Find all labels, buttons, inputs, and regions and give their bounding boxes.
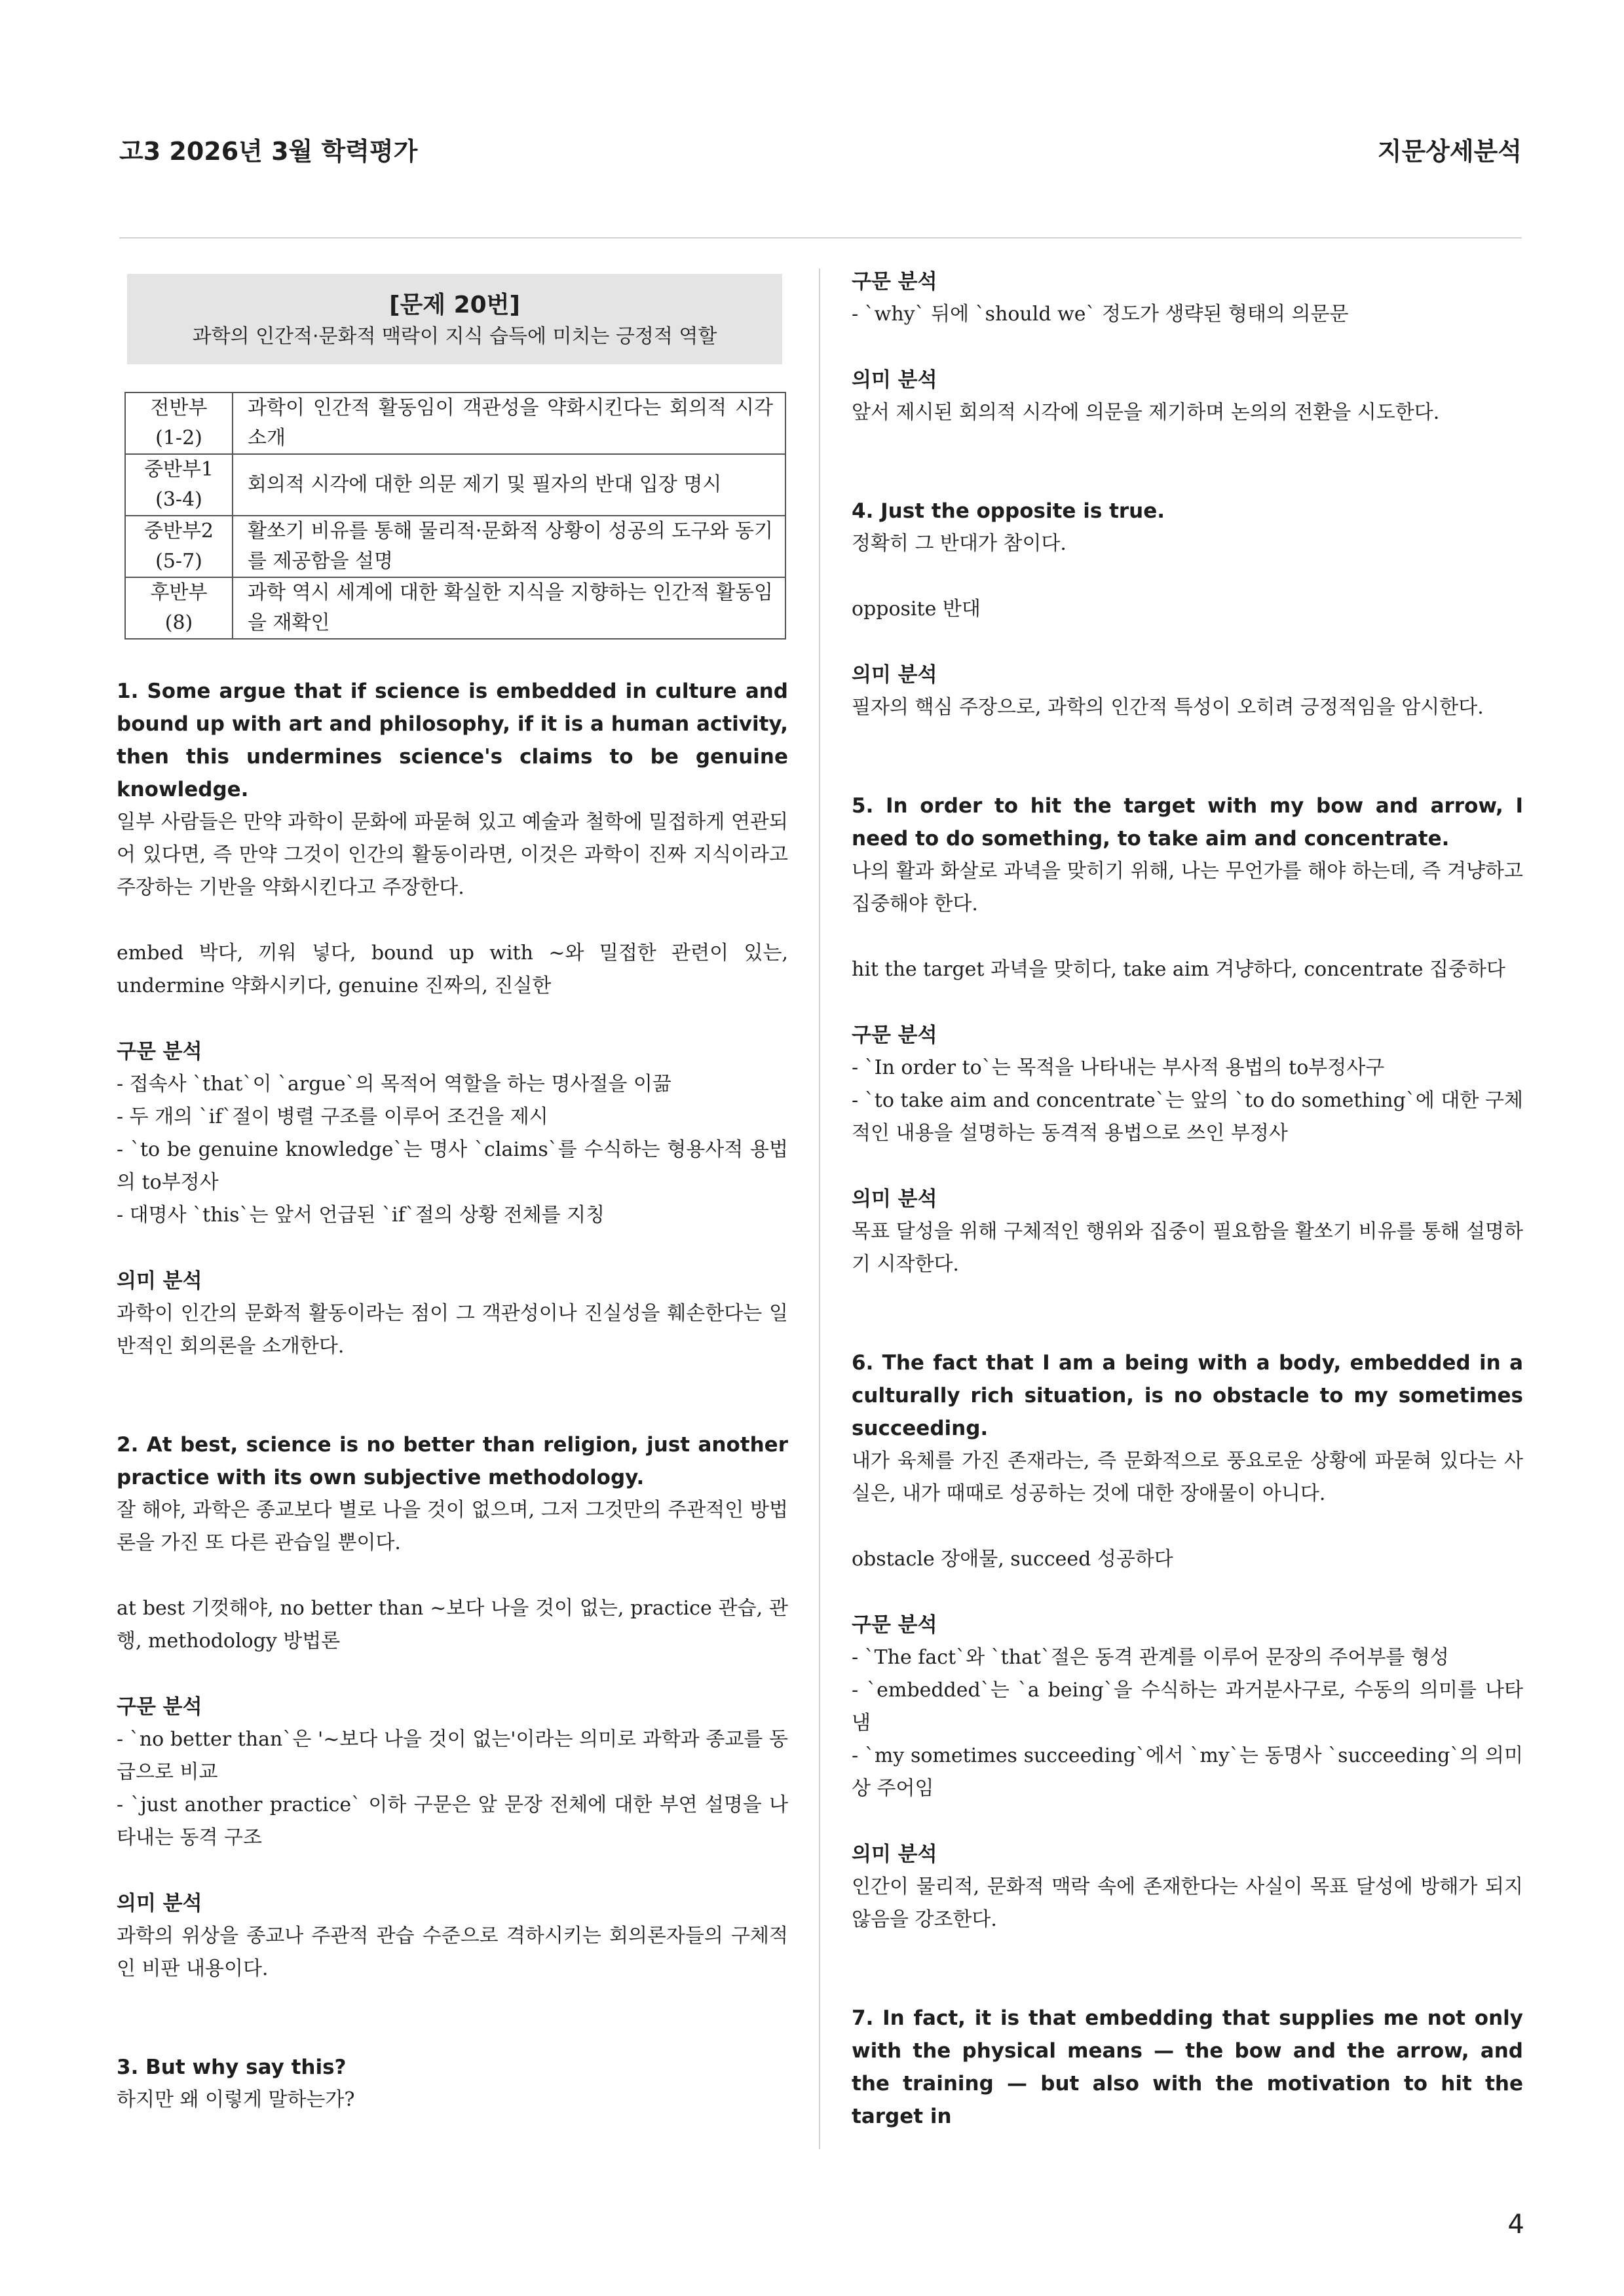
meaning-heading: 의미 분석 [852,1843,937,1866]
page-number: 4 [1507,2210,1524,2240]
sentence-2-meaning: 과학의 위상을 종교나 주관적 관습 수준으로 격하시키는 회의론자들의 구체적인 비판 내용이다. [117,1924,788,1980]
sentence-5-translation: 나의 활과 화살로 과녁을 맞히기 위해, 나는 무언가를 해야 하는데, 즉 겨냥하고 집중해야 한다. [852,860,1523,915]
syntax-point: - `why` 뒤에 `should we` 정도가 생략된 형태의 의문문 [852,303,1349,326]
syntax-point: - 접속사 `that`이 `argue`의 목적어 역할을 하는 명사절을 이끎 [117,1073,671,1096]
structure-label: 후반부 (8) [125,577,233,639]
sentence-6-vocab: obstacle 장애물, succeed 성공하다 [852,1548,1173,1571]
sentence-1-translation: 일부 사람들은 만약 과학이 문화에 파묻혀 있고 예술과 철학에 밀접하게 연관되어 있다면, 즉 만약 그것이 인간의 활동이라면, 이것은 과학이 진짜 지식이라고 주장하는 기반을 약화시킨다고 주장한다. [117,811,788,899]
sentence-2-vocab: at best 기껏해야, no better than ~보다 나을 것이 없는, practice 관습, 관행, methodology 방법론 [117,1597,788,1653]
meaning-heading: 의미 분석 [117,1269,202,1293]
column-divider [819,269,820,2149]
left-column [117,265,788,2116]
sentence-4-english: 4. Just the opposite is true. [852,499,1165,523]
meaning-heading: 의미 분석 [117,1892,202,1915]
syntax-point: - `my sometimes succeeding`에서 `my`는 동명사 `succeeding`의 의미상 주어임 [852,1744,1523,1800]
syntax-point: - `The fact`와 `that`절은 동격 관계를 이루어 문장의 주어부를 형성 [852,1646,1449,1669]
syntax-heading: 구문 분석 [117,1695,202,1719]
syntax-heading: 구문 분석 [117,1040,202,1063]
sentence-2-block [117,1428,788,1985]
sentence-1-meaning: 과학이 인간의 문화적 활동이라는 점이 그 객관성이나 진실성을 훼손한다는 일반적인 회의론을 소개한다. [117,1302,788,1358]
problem-title-box [127,274,782,364]
meaning-heading: 의미 분석 [852,368,937,392]
structure-label: 전반부 (1-2) [125,392,233,454]
sentence-7-english: 7. In fact, it is that embedding that supplies me not only with the physical means — the bow and the arrow, and the training — but also with the motivation to hit the target in [852,2006,1523,2128]
syntax-point: - `no better than`은 '~보다 나을 것이 없는'이라는 의미로 과학과 종교를 동급으로 비교 [117,1728,788,1784]
meaning-heading: 의미 분석 [852,1187,937,1211]
syntax-point: - `In order to`는 목적을 나타내는 부사적 용법의 to부정사구 [852,1056,1385,1079]
sentence-5-meaning: 목표 달성을 위해 구체적인 행위와 집중이 필요함을 활쏘기 비유를 통해 설명하기 시작한다. [852,1220,1523,1276]
syntax-heading: 구문 분석 [852,270,937,294]
syntax-point: - `to take aim and concentrate`는 앞의 `to do something`에 대한 구체적인 내용을 설명하는 동격적 용법으로 쓰인 부정사 [852,1089,1523,1145]
sentence-6-translation: 내가 육체를 가진 존재라는, 즉 문화적으로 풍요로운 상황에 파묻혀 있다는 사실은, 내가 때때로 성공하는 것에 대한 장애물이 아니다. [852,1449,1523,1505]
sentence-7-block [852,2002,1523,2133]
header-divider [119,237,1522,239]
structure-desc: 회의적 시각에 대한 의문 제기 및 필자의 반대 입장 명시 [233,454,785,516]
syntax-point: - `to be genuine knowledge`는 명사 `claims`를 수식하는 형용사적 용법의 to부정사 [117,1138,788,1194]
right-column [852,265,1523,2133]
syntax-point: - 대명사 `this`는 앞서 언급된 `if`절의 상황 전체를 지칭 [117,1204,605,1227]
sentence-6-english: 6. The fact that I am a being with a body, embedded in a culturally rich situation, is no obstacle to my sometimes succeeding. [852,1351,1523,1440]
sentence-1-block [117,675,788,1363]
table-row [125,516,785,577]
sentence-3-translation: 하지만 왜 이렇게 말하는가? [117,2088,355,2111]
syntax-point: - `just another practice` 이하 구문은 앞 문장 전체에 대한 부연 설명을 나타내는 동격 구조 [117,1793,788,1849]
sentence-3-analysis [852,265,1523,429]
sentence-4-vocab: opposite 반대 [852,598,981,621]
structure-table [124,392,786,640]
syntax-heading: 구문 분석 [852,1024,937,1047]
sentence-2-translation: 잘 해야, 과학은 종교보다 별로 나을 것이 없으며, 그저 그것만의 주관적인 방법론을 가진 또 다른 관습일 뿐이다. [117,1499,788,1554]
structure-desc: 활쏘기 비유를 통해 물리적·문화적 상황이 성공의 도구와 동기를 제공함을 설명 [233,516,785,577]
sentence-4-block [852,495,1523,724]
sentence-6-block [852,1347,1523,1936]
problem-number: [문제 20번] [389,292,520,318]
exam-title: 고3 2026년 3월 학력평가 [119,137,418,166]
structure-label: 중반부2 (5-7) [125,516,233,577]
syntax-point: - `embedded`는 `a being`을 수식하는 과거분사구로, 수동의 의미를 나타냄 [852,1679,1523,1734]
sentence-2-english: 2. At best, science is no better than religion, just another practice with its own subjective methodology. [117,1433,788,1489]
document-type: 지문상세분석 [1377,137,1522,166]
sentence-5-block [852,790,1523,1281]
meaning-heading: 의미 분석 [852,663,937,687]
sentence-4-translation: 정확히 그 반대가 참이다. [852,532,1067,555]
sentence-1-english: 1. Some argue that if science is embedded in culture and bound up with art and philosophy, if it is a human activity, then this undermines science's claims to be genuine knowledge. [117,679,788,801]
table-row [125,454,785,516]
table-row [125,392,785,454]
structure-desc: 과학이 인간적 활동임이 객관성을 약화시킨다는 회의적 시각 소개 [233,392,785,454]
sentence-1-vocab: embed 박다, 끼워 넣다, bound up with ~와 밀접한 관련이 있는, undermine 약화시키다, genuine 진짜의, 진실한 [117,942,788,997]
sentence-4-meaning: 필자의 핵심 주장으로, 과학의 인간적 특성이 오히려 긍정적임을 암시한다. [852,696,1484,719]
sentence-3-english: 3. But why say this? [117,2056,347,2079]
problem-theme: 과학의 인간적·문화적 맥락이 지식 습득에 미치는 긍정적 역할 [192,325,717,348]
sentence-5-vocab: hit the target 과녁을 맞히다, take aim 겨냥하다, concentrate 집중하다 [852,958,1505,981]
sentence-3-block [117,2051,788,2116]
sentence-6-meaning: 인간이 물리적, 문화적 맥락 속에 존재한다는 사실이 목표 달성에 방해가 되지 않음을 강조한다. [852,1875,1523,1931]
table-row [125,577,785,639]
syntax-heading: 구문 분석 [852,1613,937,1637]
structure-desc: 과학 역시 세계에 대한 확실한 지식을 지향하는 인간적 활동임을 재확인 [233,577,785,639]
sentence-3-meaning: 앞서 제시된 회의적 시각에 의문을 제기하며 논의의 전환을 시도한다. [852,401,1440,424]
syntax-point: - 두 개의 `if`절이 병렬 구조를 이루어 조건을 제시 [117,1105,548,1128]
sentence-5-english: 5. In order to hit the target with my bow and arrow, I need to do something, to take aim and concentrate. [852,794,1523,851]
structure-label: 중반부1 (3-4) [125,454,233,516]
